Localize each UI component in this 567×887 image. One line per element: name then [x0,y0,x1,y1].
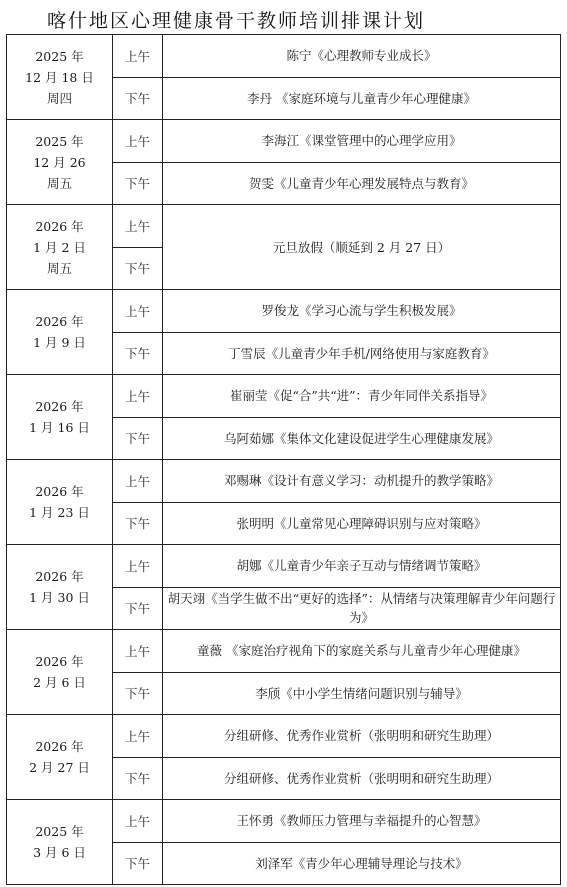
am-label: 上午 [113,460,163,503]
pm-course: 刘泽军《青少年心理辅导理论与技术》 [163,842,561,885]
schedule-row [7,715,561,758]
date-cell [7,630,113,715]
date-cell [7,375,113,460]
am-course: 李海江《课堂管理中的心理学应用》 [163,120,561,163]
date-cell [7,290,113,375]
date-line: 12 月 18 日 [25,69,94,85]
date-line: 2 月 6 日 [33,675,86,690]
am-label: 上午 [113,120,163,163]
am-course: 分组研修、优秀作业赏析（张明明和研究生助理） [163,715,561,758]
date-line: 周五 [46,260,72,276]
schedule-row [7,460,561,503]
date-cell [7,460,113,545]
am-label: 上午 [113,35,163,78]
date-line: 2025 年 [35,824,84,839]
date-cell [7,715,113,800]
schedule-table [6,34,561,885]
schedule-row [7,290,561,333]
schedule-row [7,800,561,843]
date-line: 12 月 26 [33,154,86,170]
pm-label: 下午 [113,77,163,120]
page-title: 喀什地区心理健康骨干教师培训排课计划 [47,10,426,32]
date-line: 2025 年 [35,133,84,149]
am-course: 崔丽莹《促“合”共“进”：青少年同伴关系指导》 [163,375,561,418]
pm-course: 张明明《儿童常见心理障碍识别与应对策略》 [163,502,561,545]
am-course: 邓赐琳《设计有意义学习：动机提升的教学策略》 [163,460,561,503]
am-label: 上午 [113,545,163,588]
schedule-row [7,375,561,418]
pm-course: 李丹 《家庭环境与儿童青少年心理健康》 [163,77,561,120]
am-label: 上午 [113,800,163,843]
am-label: 上午 [113,715,163,758]
holiday-cell: 元旦放假（顺延到 2 月 27 日） [163,205,561,290]
pm-label: 下午 [113,332,163,375]
pm-label: 下午 [113,587,163,630]
am-label: 上午 [113,205,163,248]
pm-label: 下午 [113,757,163,800]
date-line: 2026 年 [35,739,84,754]
pm-course: 贺雯《儿童青少年心理发展特点与教育》 [163,162,561,205]
date-cell [7,545,113,630]
pm-course: 分组研修、优秀作业赏析（张明明和研究生助理） [163,757,561,800]
date-line: 1 月 23 日 [29,505,90,520]
pm-course: 丁雪辰《儿童青少年手机/网络使用与家庭教育》 [163,332,561,375]
pm-label: 下午 [113,672,163,715]
am-course: 陈宁《心理教师专业成长》 [163,35,561,78]
date-line: 2025 年 [35,48,84,64]
date-line: 2026 年 [35,399,84,414]
date-line: 2026 年 [35,654,84,669]
pm-course: 乌阿茹娜《集体文化建设促进学生心理健康发展》 [163,417,561,460]
date-cell [7,35,113,120]
date-line: 2026 年 [35,314,84,329]
am-label: 上午 [113,630,163,673]
pm-label: 下午 [113,247,163,290]
pm-course: 胡天翊《当学生做不出“更好的选择”：从情绪与决策理解青少年问题行为》 [163,587,561,630]
date-cell [7,120,113,205]
am-course: 胡娜《儿童青少年亲子互动与情绪调节策略》 [163,545,561,588]
pm-label: 下午 [113,417,163,460]
schedule-row [7,120,561,163]
date-line: 周四 [46,90,72,106]
date-cell [7,800,113,885]
date-line: 1 月 2 日 [33,239,86,255]
pm-label: 下午 [113,842,163,885]
schedule-row [7,630,561,673]
schedule-row [7,35,561,78]
schedule-row [7,545,561,588]
pm-label: 下午 [113,162,163,205]
date-line: 2026 年 [35,569,84,584]
date-line: 1 月 30 日 [29,590,90,605]
date-line: 2026 年 [35,484,84,499]
schedule-row [7,205,561,248]
date-line: 1 月 16 日 [29,420,90,435]
date-line: 2 月 27 日 [29,760,90,775]
am-course: 罗俊龙《学习心流与学生积极发展》 [163,290,561,333]
pm-label: 下午 [113,502,163,545]
date-cell [7,205,113,290]
am-label: 上午 [113,375,163,418]
date-line: 2026 年 [35,218,84,234]
pm-course: 李颀《中小学生情绪问题识别与辅导》 [163,672,561,715]
am-course: 王怀勇《教师压力管理与幸福提升的心智慧》 [163,800,561,843]
date-line: 1 月 9 日 [33,335,86,350]
am-label: 上午 [113,290,163,333]
date-line: 3 月 6 日 [33,845,86,860]
date-line: 周五 [46,175,72,191]
am-course: 童薇 《家庭治疗视角下的家庭关系与儿童青少年心理健康》 [163,630,561,673]
